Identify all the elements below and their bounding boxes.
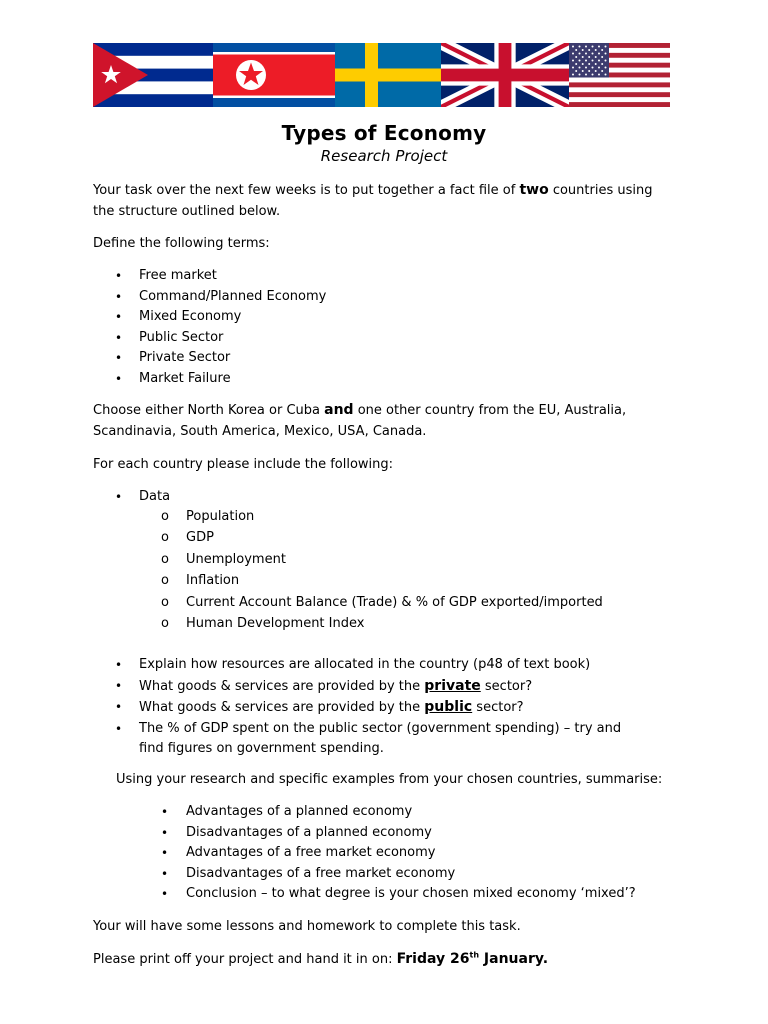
uk-flag-icon [441,43,569,107]
sweden-flag-icon [335,43,441,107]
terms-list [93,266,693,390]
intro-paragraph [93,180,673,222]
list-item: • The % of GDP spent on the public sector (government spending) – try and find figures on government spending. [115,720,622,756]
list-item: • Data [115,489,171,504]
list-item: • Conclusion – to what degree is your chosen mixed economy ‘mixed’? [161,886,636,902]
list-item: • What goods & services are provided by the public sector? [115,699,524,715]
intro-text-end: countries using the structure outlined below. [93,183,653,219]
public-emphasis: public [424,699,473,715]
list-item: • Explain how resources are allocated in the country (p48 of text book) [115,657,591,672]
include-heading: For each country please include the following: [93,457,394,472]
page-subtitle: Research Project [320,147,448,165]
private-emphasis: private [424,677,481,694]
list-item: o Population [161,509,255,524]
list-item: o Inflation [161,573,240,589]
list-item: • Advantages of a free market economy [161,845,436,861]
usa-flag-icon [569,43,670,107]
page-title: Types of Economy [281,121,487,145]
summary-list [93,802,693,905]
list-item: • Disadvantages of a planned economy [161,824,432,840]
intro-text: Your task over the next few weeks is to put together a fact file of [93,183,520,198]
list-item: • Free market [115,268,217,283]
data-list [93,487,693,508]
define-heading: Define the following terms: [93,236,270,251]
deadline-paragraph: Please print off your project and hand it in on: Friday 26th January. [93,950,549,967]
lessons-paragraph: Your will have some lessons and homework to complete this task. [93,919,521,934]
list-item: • Market Failure [115,370,231,386]
list-item: o Human Development Index [161,616,365,632]
list-item: • Private Sector [115,350,231,366]
list-item: o Unemployment [161,551,286,567]
intro-emphasis: two [519,182,549,198]
choose-paragraph: Choose either North Korea or Cuba and one other country from the EU, Australia, Scandinavia, South America, Mexico, USA, Canada. [93,402,627,439]
list-item: • Disadvantages of a free market economy [161,865,456,881]
choose-emphasis: and [324,402,354,418]
list-item: • Advantages of a planned economy [161,804,413,819]
list-item: • Public Sector [115,329,224,345]
north-korea-flag-icon [213,43,335,107]
cuba-flag-icon [93,43,213,107]
explain-list [93,655,693,760]
list-item: o GDP [161,530,214,546]
list-item: • Mixed Economy [115,309,242,325]
flag-banner [93,43,670,107]
summarise-heading: Using your research and specific examples from your chosen countries, summarise: [116,772,663,787]
list-item: • What goods & services are provided by the private sector? [115,677,533,694]
data-sublist [93,506,693,634]
deadline-date: Friday 26th January. [396,950,549,967]
list-item: • Command/Planned Economy [115,288,327,304]
list-item: o Current Account Balance (Trade) & % of GDP exported/imported [161,594,603,610]
